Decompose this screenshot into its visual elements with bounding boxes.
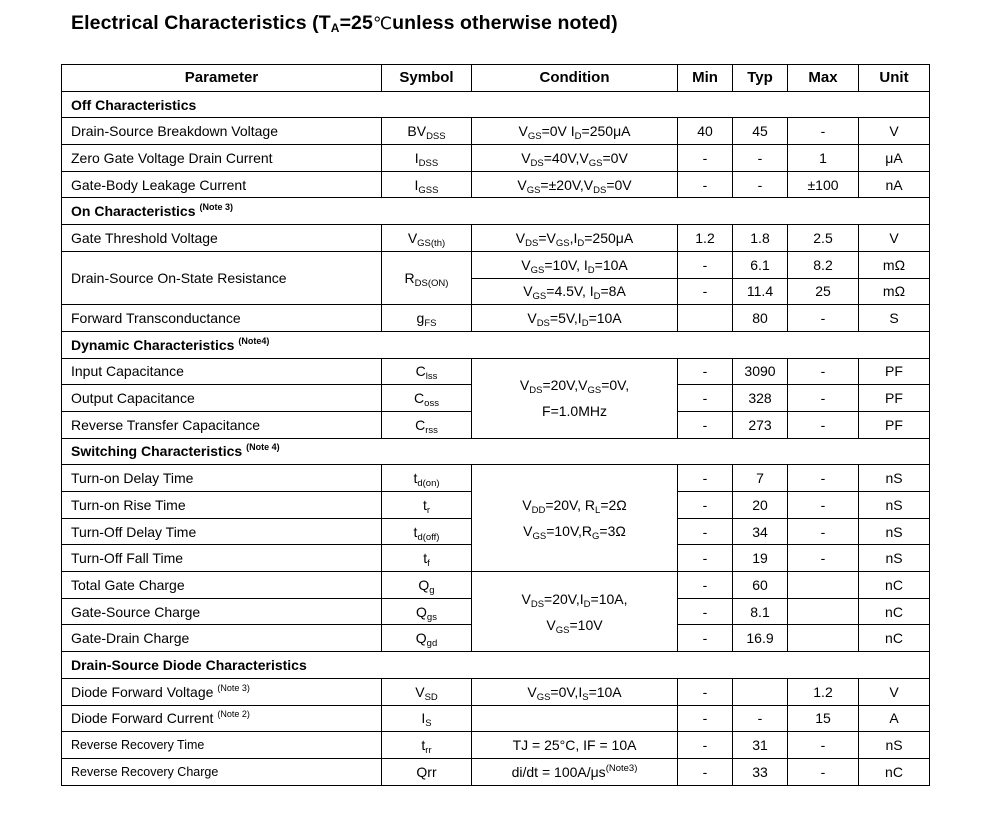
unit-cell: nS bbox=[859, 545, 930, 572]
parameter-cell: Reverse Recovery Time bbox=[62, 732, 382, 759]
max-cell: - bbox=[788, 385, 859, 412]
section-title: On Characteristics $^{(Note 3)}$ bbox=[62, 198, 930, 225]
header-typ: Typ bbox=[733, 65, 788, 92]
typ-cell: 20 bbox=[733, 492, 788, 519]
min-cell: - bbox=[678, 145, 733, 172]
table-row bbox=[62, 572, 930, 599]
symbol-cell: $t_{d(on)}$ bbox=[382, 465, 472, 492]
condition-cell bbox=[472, 705, 678, 732]
parameter-cell: Drain-Source On-State Resistance bbox=[62, 251, 382, 304]
max-cell: - bbox=[788, 118, 859, 145]
symbol-cell: $t_r$ bbox=[382, 492, 472, 519]
electrical-characteristics-table bbox=[61, 64, 930, 786]
min-cell: - bbox=[678, 732, 733, 759]
unit-cell: nC bbox=[859, 598, 930, 625]
condition-cell: $V_{DS}=5V,I_D=10A$ bbox=[472, 305, 678, 332]
max-cell: - bbox=[788, 411, 859, 438]
typ-cell: 60 bbox=[733, 572, 788, 599]
section-title: Off Characteristics bbox=[62, 91, 930, 118]
table-row bbox=[62, 118, 930, 145]
typ-cell: 328 bbox=[733, 385, 788, 412]
max-cell: ±100 bbox=[788, 171, 859, 198]
symbol-cell: $C_{rss}$ bbox=[382, 411, 472, 438]
table-row bbox=[62, 171, 930, 198]
typ-cell: 16.9 bbox=[733, 625, 788, 652]
min-cell: - bbox=[678, 171, 733, 198]
unit-cell: nA bbox=[859, 171, 930, 198]
table-row bbox=[62, 705, 930, 732]
parameter-cell: Diode Forward Current $^{(Note 2)}$ bbox=[62, 705, 382, 732]
min-cell: - bbox=[678, 678, 733, 705]
typ-cell: 34 bbox=[733, 518, 788, 545]
max-cell: - bbox=[788, 732, 859, 759]
typ-cell bbox=[733, 678, 788, 705]
header-condition: Condition bbox=[472, 65, 678, 92]
condition-cell: $V_{DS}=V_{GS},I_D=250\mu A$ bbox=[472, 225, 678, 252]
section-title: Drain-Source Diode Characteristics bbox=[62, 652, 930, 679]
typ-cell: 6.1 bbox=[733, 251, 788, 278]
unit-cell: S bbox=[859, 305, 930, 332]
typ-cell: - bbox=[733, 705, 788, 732]
max-cell: 2.5 bbox=[788, 225, 859, 252]
symbol-cell: Qrr bbox=[382, 758, 472, 785]
min-cell: - bbox=[678, 492, 733, 519]
section-row bbox=[62, 652, 930, 679]
unit-cell: V bbox=[859, 678, 930, 705]
typ-cell: 8.1 bbox=[733, 598, 788, 625]
section-row bbox=[62, 331, 930, 358]
symbol-cell: $C_{lss}$ bbox=[382, 358, 472, 385]
symbol-cell: $t_{d(off)}$ bbox=[382, 518, 472, 545]
min-cell: - bbox=[678, 545, 733, 572]
unit-cell: PF bbox=[859, 411, 930, 438]
parameter-cell: Zero Gate Voltage Drain Current bbox=[62, 145, 382, 172]
unit-cell: A bbox=[859, 705, 930, 732]
typ-cell: 1.8 bbox=[733, 225, 788, 252]
unit-cell: nC bbox=[859, 572, 930, 599]
min-cell: - bbox=[678, 625, 733, 652]
parameter-cell: Turn-Off Fall Time bbox=[62, 545, 382, 572]
max-cell: 8.2 bbox=[788, 251, 859, 278]
min-cell: 1.2 bbox=[678, 225, 733, 252]
table-row bbox=[62, 145, 930, 172]
typ-cell: - bbox=[733, 145, 788, 172]
min-cell: - bbox=[678, 758, 733, 785]
symbol-cell: $I_{DSS}$ bbox=[382, 145, 472, 172]
unit-cell: μA bbox=[859, 145, 930, 172]
parameter-cell: Reverse Recovery Charge bbox=[62, 758, 382, 785]
max-cell: - bbox=[788, 492, 859, 519]
symbol-cell: $Q_g$ bbox=[382, 572, 472, 599]
parameter-cell: Total Gate Charge bbox=[62, 572, 382, 599]
symbol-cell: $BV_{DSS}$ bbox=[382, 118, 472, 145]
typ-cell: 3090 bbox=[733, 358, 788, 385]
parameter-cell: Turn-on Rise Time bbox=[62, 492, 382, 519]
condition-cell: $V_{GS}=10V$, $I_D=10A$ bbox=[472, 251, 678, 278]
condition-cell: $V_{GS}=\pm 20V,V_{DS}=0V$ bbox=[472, 171, 678, 198]
unit-cell: nS bbox=[859, 732, 930, 759]
max-cell: - bbox=[788, 358, 859, 385]
condition-cell: $V_{GS}=0V$ $I_D=250\mu A$ bbox=[472, 118, 678, 145]
max-cell: 15 bbox=[788, 705, 859, 732]
table-row bbox=[62, 732, 930, 759]
header-min: Min bbox=[678, 65, 733, 92]
unit-cell: nS bbox=[859, 465, 930, 492]
min-cell: - bbox=[678, 572, 733, 599]
min-cell: - bbox=[678, 358, 733, 385]
condition-cell: TJ = 25°C, IF = 10A bbox=[472, 732, 678, 759]
min-cell: - bbox=[678, 598, 733, 625]
max-cell: 25 bbox=[788, 278, 859, 305]
table-row bbox=[62, 305, 930, 332]
min-cell: - bbox=[678, 465, 733, 492]
header-max: Max bbox=[788, 65, 859, 92]
min-cell: - bbox=[678, 385, 733, 412]
min-cell: - bbox=[678, 251, 733, 278]
min-cell bbox=[678, 305, 733, 332]
table-row bbox=[62, 251, 930, 278]
parameter-cell: Gate Threshold Voltage bbox=[62, 225, 382, 252]
max-cell: - bbox=[788, 518, 859, 545]
unit-cell: mΩ bbox=[859, 251, 930, 278]
max-cell: - bbox=[788, 465, 859, 492]
parameter-cell: Gate-Drain Charge bbox=[62, 625, 382, 652]
condition-cell: $V_{DS}=40V,V_{GS}=0V$ bbox=[472, 145, 678, 172]
parameter-cell: Input Capacitance bbox=[62, 358, 382, 385]
typ-cell: - bbox=[733, 171, 788, 198]
unit-cell: V bbox=[859, 118, 930, 145]
min-cell: - bbox=[678, 518, 733, 545]
parameter-cell: Turn-Off Delay Time bbox=[62, 518, 382, 545]
max-cell: - bbox=[788, 758, 859, 785]
unit-cell: V bbox=[859, 225, 930, 252]
unit-cell: nC bbox=[859, 625, 930, 652]
max-cell bbox=[788, 572, 859, 599]
typ-cell: 31 bbox=[733, 732, 788, 759]
symbol-cell: $g_{FS}$ bbox=[382, 305, 472, 332]
unit-cell: PF bbox=[859, 358, 930, 385]
symbol-cell: $V_{GS(th)}$ bbox=[382, 225, 472, 252]
parameter-cell: Drain-Source Breakdown Voltage bbox=[62, 118, 382, 145]
parameter-cell: Turn-on Delay Time bbox=[62, 465, 382, 492]
condition-cell: $V_{DS}=20V,V_{GS}=0V$, F=1.0MHz bbox=[472, 358, 678, 438]
unit-cell: nC bbox=[859, 758, 930, 785]
section-row bbox=[62, 91, 930, 118]
condition-cell: $V_{DS}=20V,I_D=10A$, $V_{GS}=10V$ bbox=[472, 572, 678, 652]
symbol-cell: $Q_{gs}$ bbox=[382, 598, 472, 625]
max-cell: 1 bbox=[788, 145, 859, 172]
unit-cell: PF bbox=[859, 385, 930, 412]
min-cell: - bbox=[678, 411, 733, 438]
min-cell: - bbox=[678, 278, 733, 305]
symbol-cell: $t_{rr}$ bbox=[382, 732, 472, 759]
condition-cell: $V_{GS}=4.5V$, $I_D=8A$ bbox=[472, 278, 678, 305]
parameter-cell: Output Capacitance bbox=[62, 385, 382, 412]
max-cell bbox=[788, 598, 859, 625]
condition-cell: $V_{GS}=0V,I_S=10A$ bbox=[472, 678, 678, 705]
symbol-cell: $Q_{gd}$ bbox=[382, 625, 472, 652]
unit-cell: nS bbox=[859, 492, 930, 519]
max-cell: 1.2 bbox=[788, 678, 859, 705]
max-cell bbox=[788, 625, 859, 652]
symbol-cell: $I_S$ bbox=[382, 705, 472, 732]
parameter-cell: Reverse Transfer Capacitance bbox=[62, 411, 382, 438]
parameter-cell: Forward Transconductance bbox=[62, 305, 382, 332]
min-cell: - bbox=[678, 705, 733, 732]
condition-cell: $V_{DD}=20V$, $R_L=2\Omega$ $V_{GS}=10V,R_G=3\Omega$ bbox=[472, 465, 678, 572]
unit-cell: nS bbox=[859, 518, 930, 545]
symbol-cell: $t_f$ bbox=[382, 545, 472, 572]
table-header-row bbox=[62, 65, 930, 92]
max-cell: - bbox=[788, 545, 859, 572]
typ-cell: 33 bbox=[733, 758, 788, 785]
header-symbol: Symbol bbox=[382, 65, 472, 92]
unit-cell: mΩ bbox=[859, 278, 930, 305]
parameter-cell: Diode Forward Voltage $^{(Note 3)}$ bbox=[62, 678, 382, 705]
typ-cell: 19 bbox=[733, 545, 788, 572]
min-cell: 40 bbox=[678, 118, 733, 145]
table-row bbox=[62, 678, 930, 705]
typ-cell: 273 bbox=[733, 411, 788, 438]
section-row bbox=[62, 198, 930, 225]
typ-cell: 45 bbox=[733, 118, 788, 145]
max-cell: - bbox=[788, 305, 859, 332]
parameter-cell: Gate-Body Leakage Current bbox=[62, 171, 382, 198]
header-unit: Unit bbox=[859, 65, 930, 92]
typ-cell: 11.4 bbox=[733, 278, 788, 305]
condition-cell: $di/dt = 100A/\mu s^{(Note3)}$ bbox=[472, 758, 678, 785]
symbol-cell: $V_{SD}$ bbox=[382, 678, 472, 705]
table-row bbox=[62, 358, 930, 385]
symbol-cell: $C_{oss}$ bbox=[382, 385, 472, 412]
table-row bbox=[62, 758, 930, 785]
section-row bbox=[62, 438, 930, 465]
symbol-cell: $I_{GSS}$ bbox=[382, 171, 472, 198]
symbol-cell: $R_{DS(ON)}$ bbox=[382, 251, 472, 304]
page-title: Electrical Characteristics ($T_A=25℃unless$ otherwise noted) bbox=[71, 12, 618, 35]
section-title: Switching Characteristics $^{(Note 4)}$ bbox=[62, 438, 930, 465]
typ-cell: 80 bbox=[733, 305, 788, 332]
typ-cell: 7 bbox=[733, 465, 788, 492]
parameter-cell: Gate-Source Charge bbox=[62, 598, 382, 625]
table-row bbox=[62, 225, 930, 252]
header-parameter: Parameter bbox=[62, 65, 382, 92]
section-title: Dynamic Characteristics $^{(Note4)}$ bbox=[62, 331, 930, 358]
table-row bbox=[62, 465, 930, 492]
